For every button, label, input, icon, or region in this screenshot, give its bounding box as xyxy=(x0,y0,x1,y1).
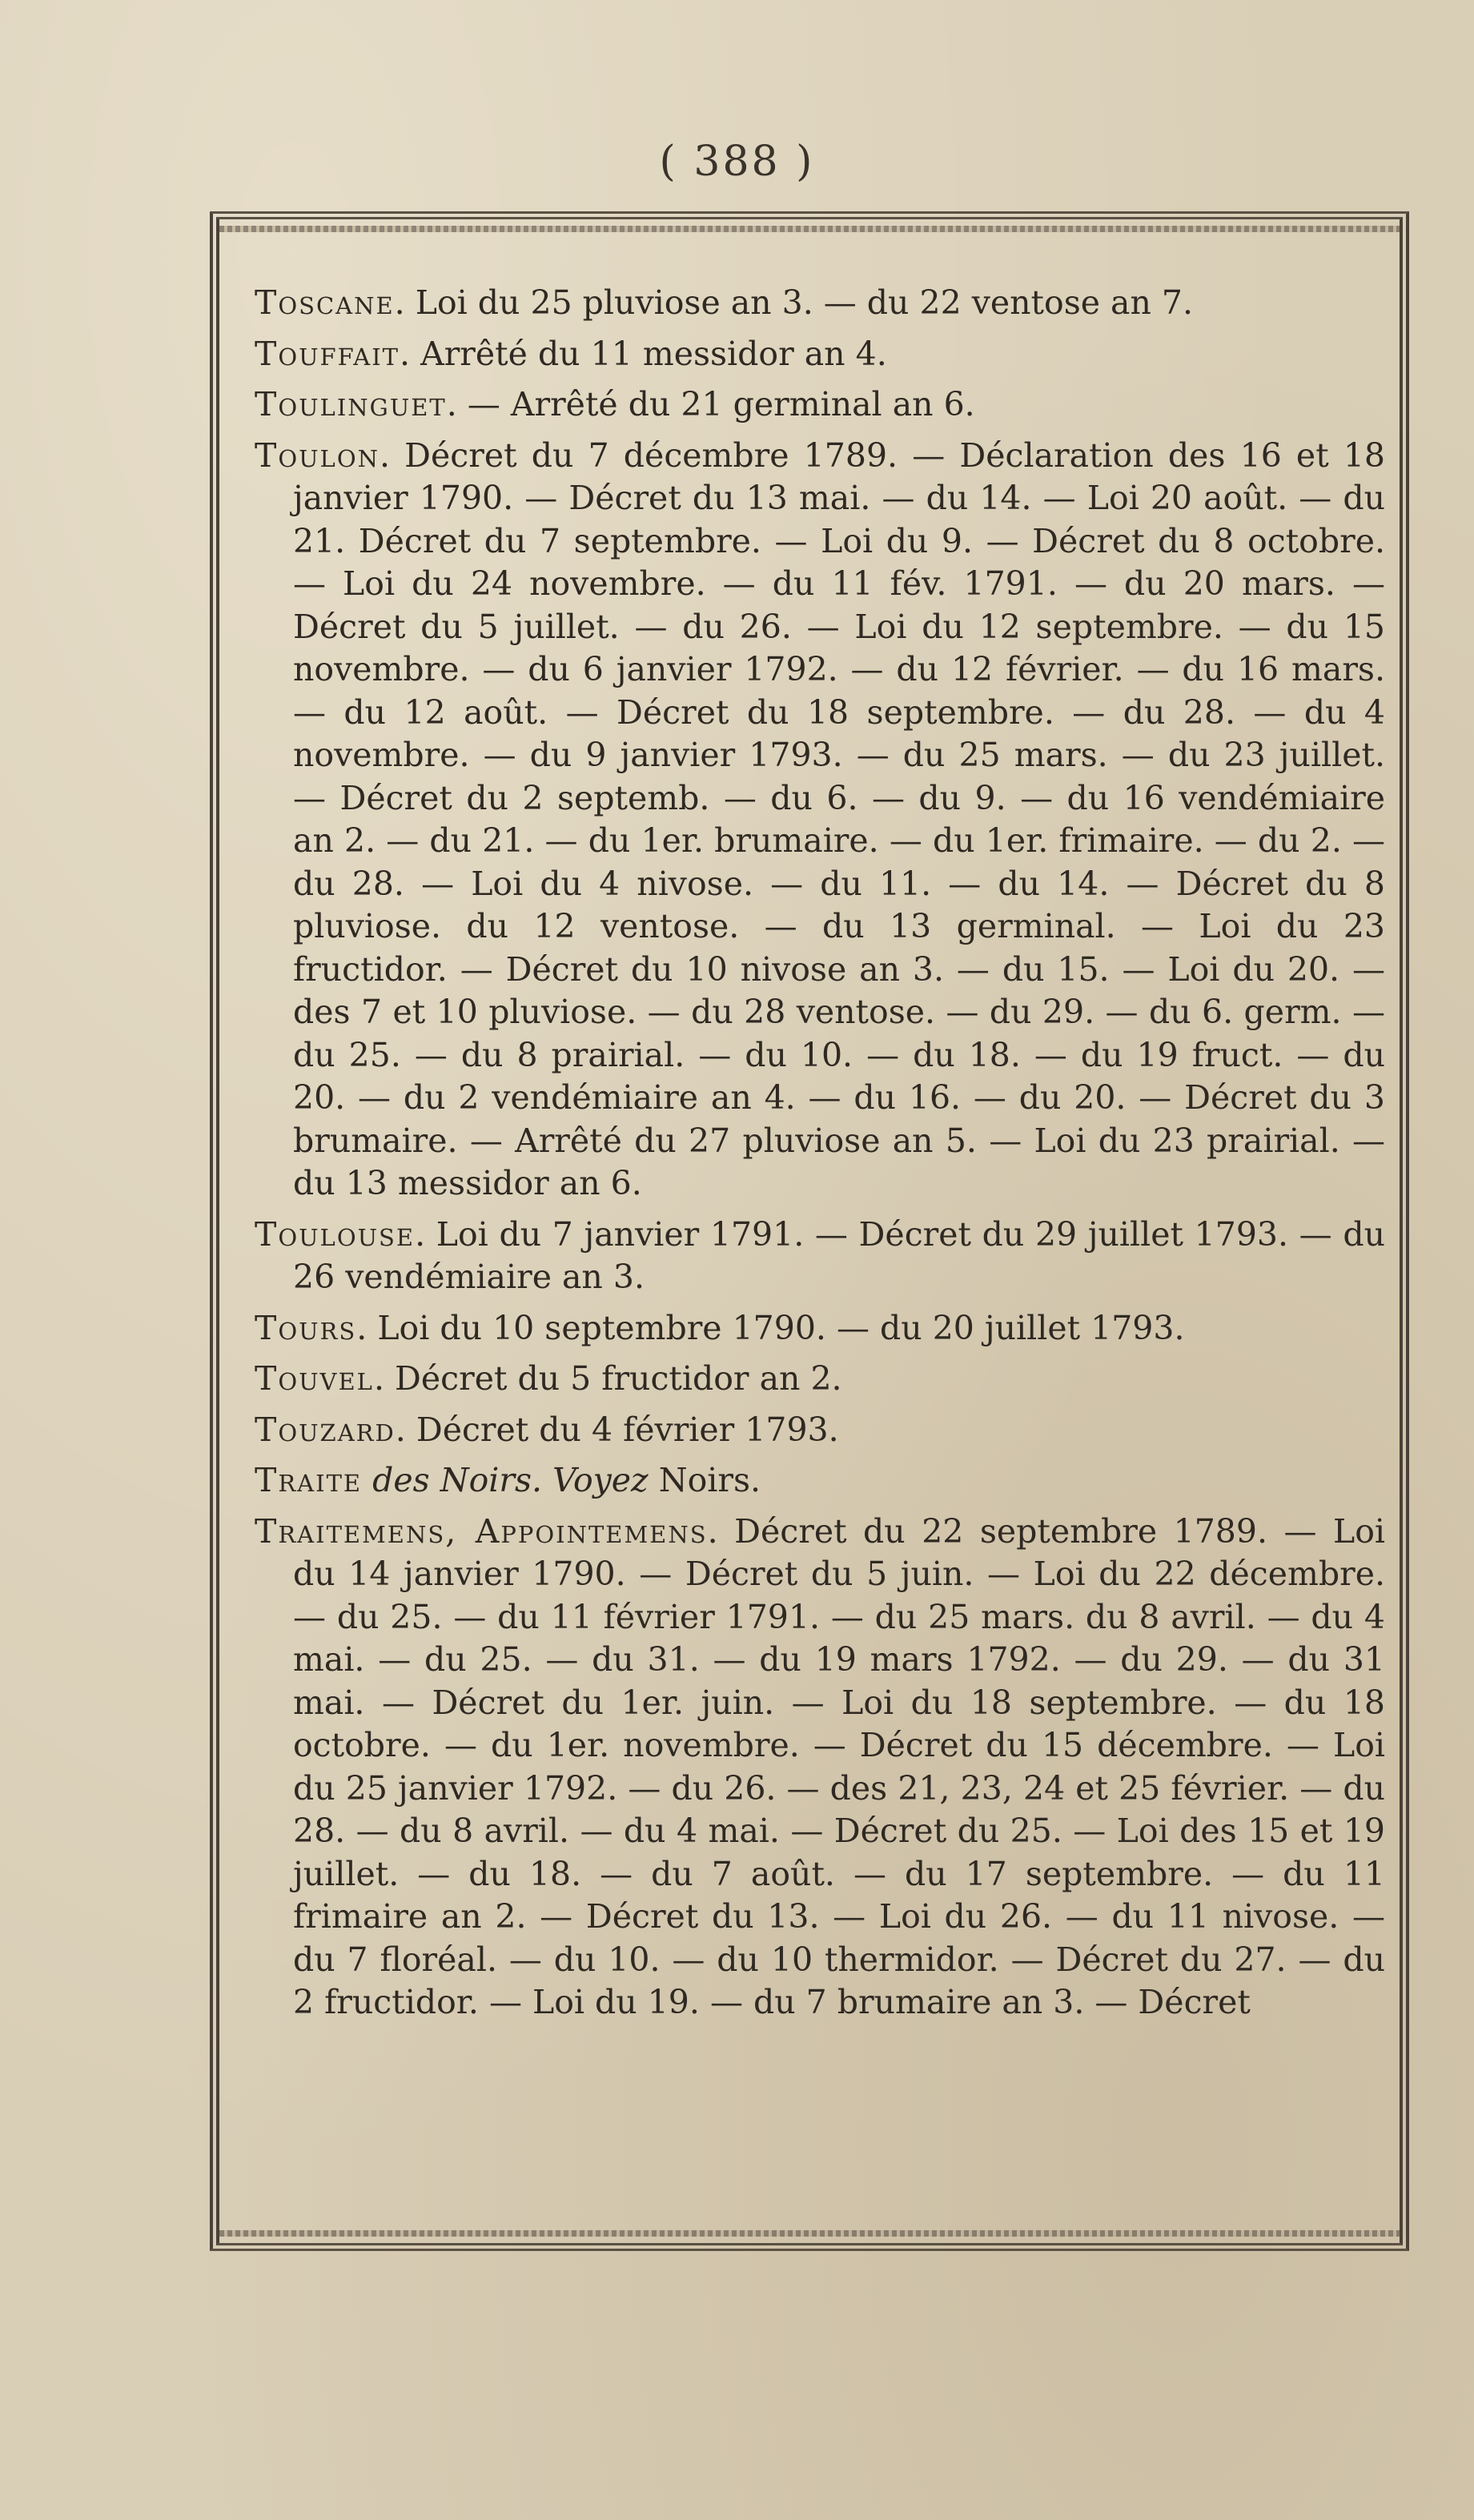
entry-tours xyxy=(255,1307,1385,1350)
entry-traite xyxy=(255,1459,1385,1503)
entry-italic: des Noirs. Voyez xyxy=(372,1461,649,1499)
entry-head: Toulinguet xyxy=(255,385,447,423)
entry-text: . Loi du 25 pluviose an 3. — du 22 ventose an 7. xyxy=(394,283,1194,322)
frame-bottom-ornament xyxy=(219,2230,1400,2237)
entry-text: . Décret du 5 fructidor an 2. xyxy=(373,1359,842,1398)
entry-head: Touzard xyxy=(255,1410,396,1449)
entry-head: Tours xyxy=(255,1308,357,1347)
entry-text: . Loi du 7 janvier 1791. — Décret du 29 juillet 1793. — du 26 vendémiaire an 3. xyxy=(293,1214,1385,1296)
entry-text: . Arrêté du 11 messidor an 4. xyxy=(400,334,887,373)
entry-text: . Décret du 22 septembre 1789. — Loi du 14 janvier 1790. — Décret du 5 juin. — Loi du 22 décembre. — du 25. — du 11 février 1791. — du 25 mars. du 8 avril. — du 4 mai. — du 25. — du 31. — du 19 mars 1792. — du 29. — du 31 mai. — Décret du 1er. juin. — Loi du 18 septembre. — du 18 octobre. — du 1er. novembre. — Décret du 15 décembre. — Loi du 25 janvier 1792. — du 26. — des 21, 23, 24 et 25 février. — du 28. — du 8 avril. — du 4 mai. — Décret du 25. — Loi des 15 et 19 juillet. — du 18. — du 7 août. — du 17 septembre. — du 11 frimaire an 2. — Décret du 13. — Loi du 26. — du 11 nivose. — du 7 floréal. — du 10. — du 10 thermidor. — Décret du 27. — du 2 fructidor. — Loi du 19. — du 7 brumaire an 3. — Décret xyxy=(293,1511,1386,2021)
entry-toulouse xyxy=(255,1214,1385,1299)
entry-toscane xyxy=(255,282,1385,325)
entry-text: . Décret du 7 décembre 1789. — Déclaration des 16 et 18 janvier 1790. — Décret du 13 mai. — du 14. — Loi 20 août. — du 21. Décret du 7 septembre. — Loi du 9. — Décret du 8 octobre. — Loi du 24 novembre. — du 11 fév. 1791. — du 20 mars. — Décret du 5 juillet. — du 26. — Loi du 12 septembre. — du 15 novembre. — du 6 janvier 1792. — du 12 février. — du 16 mars. — du 12 août. — Décret du 18 septembre. — du 28. — du 4 novembre. — du 9 janvier 1793. — du 25 mars. — du 23 juillet. — Décret du 2 septemb. — du 6. — du 9. — du 16 vendémiaire an 2. — du 21. — du 1er. brumaire. — du 1er. frimaire. — du 2. — du 28. — Loi du 4 nivose. — du 11. — du 14. — Décret du 8 pluviose. du 12 ventose. — du 13 germinal. — Loi du 23 fructidor. — Décret du 10 nivose an 3. — du 15. — Loi du 20. — des 7 et 10 pluviose. — du 28 ventose. — du 29. — du 6. germ. — du 25. — du 8 prairial. — du 10. — du 18. — du 19 fruct. — du 20. — du 2 vendémiaire an 4. — du 16. — du 20. — Décret du 3 brumaire. — Arrêté du 27 pluviose an 5. — Loi du 23 prairial. — du 13 messidor an 6. xyxy=(293,435,1385,1202)
entry-head: Toulon xyxy=(255,435,380,475)
entry-traitemens xyxy=(255,1511,1385,2024)
entry-head: Traitemens, Appointemens xyxy=(255,1511,708,1551)
entry-text: . Loi du 10 septembre 1790. — du 20 juillet 1793. xyxy=(356,1308,1185,1347)
entry-head: Touffait xyxy=(255,334,400,373)
entry-touffait xyxy=(255,333,1385,376)
index-entries xyxy=(255,282,1385,2032)
entry-head: Toulouse xyxy=(255,1214,416,1254)
entry-toulon xyxy=(255,435,1385,1206)
entry-text: . — Arrêté du 21 germinal an 6. xyxy=(446,385,975,423)
entry-touzard xyxy=(255,1409,1385,1452)
entry-head: Toscane xyxy=(255,283,395,322)
entry-text: . Décret du 4 février 1793. xyxy=(395,1410,839,1449)
entry-head: Traite xyxy=(255,1461,363,1499)
entry-toulinguet xyxy=(255,383,1385,427)
frame-top-ornament xyxy=(219,226,1400,232)
entry-touvel xyxy=(255,1358,1385,1401)
entry-text: Noirs. xyxy=(648,1461,761,1499)
page-number: ( 388 ) xyxy=(659,138,815,186)
entry-head: Touvel xyxy=(255,1359,374,1398)
